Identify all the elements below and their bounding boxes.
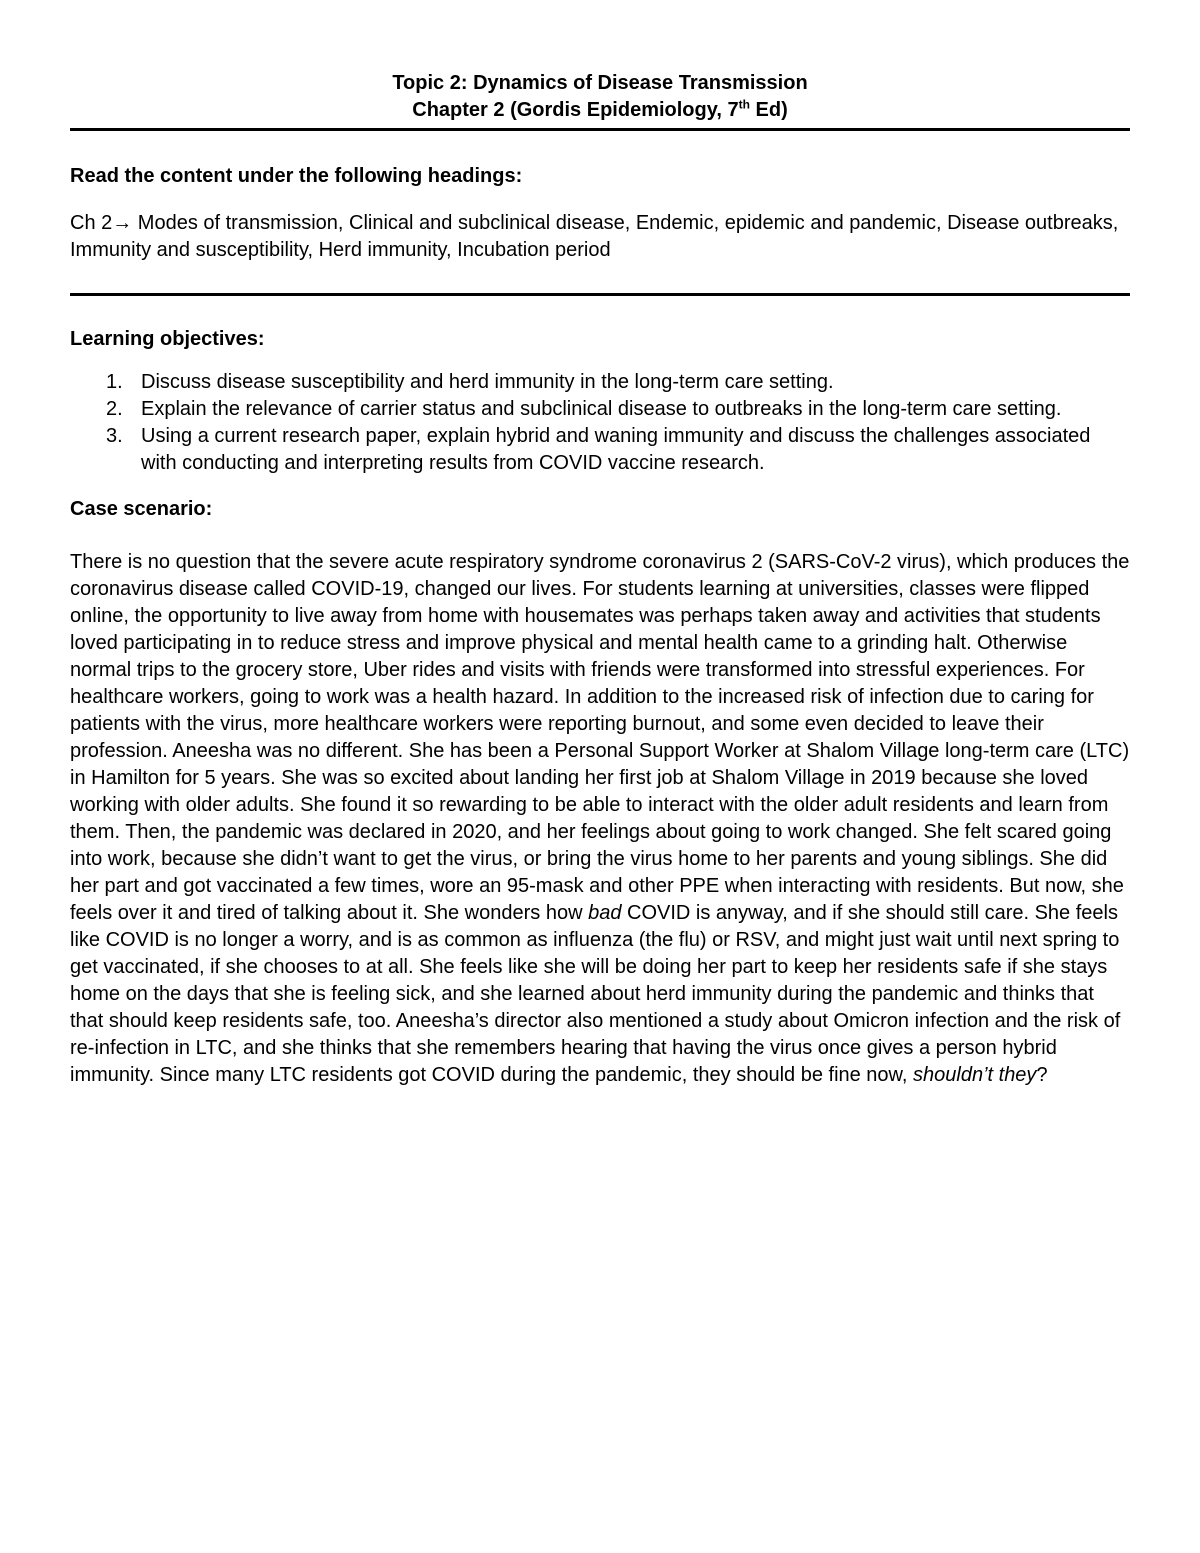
case-paragraph bbox=[70, 549, 1130, 1089]
objective-number: 3. bbox=[106, 425, 123, 447]
chapter-title bbox=[70, 97, 1130, 124]
case-emphasis-bad: bad bbox=[588, 902, 622, 924]
objective-text: Explain the relevance of carrier status and subclinical disease to outbreaks in the long-term care setting. bbox=[141, 398, 1062, 420]
reading-list bbox=[70, 210, 1130, 264]
objective-item bbox=[70, 369, 1130, 396]
chapter-title-suffix: Ed) bbox=[749, 99, 788, 121]
case-text-part2: COVID is anyway, and if she should still care. She feels like COVID is no longer a worry, and is as common as influenza (the flu) or RSV, and might just wait until next spring to get vaccinated, if she chooses to at all. She feels like she will be doing her part to keep her residents safe if she stays home on the days that she is feeling sick, and she learned about herd immunity during the pandemic and thinks that that should keep residents safe, too. Aneesha’s director also mentioned a study about Omicron infection and the risk of re-infection in LTC, and she thinks that she remembers hearing that having the virus once gives a person hybrid immunity. Since many LTC residents got COVID during the pandemic, they should be fine now, bbox=[70, 902, 1121, 1086]
horizontal-rule-middle bbox=[70, 293, 1130, 296]
objective-item bbox=[70, 423, 1130, 477]
objective-number: 2. bbox=[106, 398, 123, 420]
objective-text: Discuss disease susceptibility and herd immunity in the long-term care setting. bbox=[141, 371, 834, 393]
case-heading: Case scenario: bbox=[70, 498, 213, 520]
right-arrow-icon: → bbox=[112, 212, 133, 234]
case-text-part3: ? bbox=[1036, 1064, 1048, 1086]
document-page bbox=[70, 70, 1130, 1089]
document-title bbox=[70, 70, 1130, 124]
objective-item bbox=[70, 396, 1130, 423]
case-emphasis-question: shouldn’t they bbox=[913, 1064, 1037, 1086]
reading-content: Modes of transmission, Clinical and subclinical disease, Endemic, epidemic and pandemic, Disease outbreaks, Immunity and susceptibility, Herd immunity, Incubation period bbox=[70, 212, 1119, 261]
chapter-title-prefix: Chapter 2 (Gordis Epidemiology, 7 bbox=[412, 99, 739, 121]
horizontal-rule-top bbox=[70, 128, 1130, 131]
objectives-heading: Learning objectives: bbox=[70, 328, 265, 350]
topic-title: Topic 2: Dynamics of Disease Transmission bbox=[392, 72, 808, 94]
reading-heading: Read the content under the following headings: bbox=[70, 165, 523, 187]
case-text-part1: There is no question that the severe acute respiratory syndrome coronavirus 2 (SARS-CoV-2 virus), which produces the coronavirus disease called COVID-19, changed our lives. For students learning at universities, classes were flipped online, the opportunity to live away from home with housemates was perhaps taken away and activities that students loved participating in to reduce stress and improve physical and mental health came to a grinding halt. Otherwise normal trips to the grocery store, Uber rides and visits with friends were transformed into stressful experiences. For healthcare workers, going to work was a health hazard. In addition to the increased risk of infection due to caring for patients with the virus, more healthcare workers were reporting burnout, and some even decided to leave their profession. Aneesha was no different. She has been a Personal Support Worker at Shalom Village long-term care (LTC) in Hamilton for 5 years. She was so excited about landing her first job at Shalom Village in 2019 because she loved working with older adults. She found it so rewarding to be able to interact with the older adult residents and learn from them. Then, the pandemic was declared in 2020, and her feelings about going to work changed. She felt scared going into work, because she didn’t want to get the virus, or bring the virus home to her parents and young siblings. She did her part and got vaccinated a few times, wore an 95-mask and other PPE when interacting with residents. But now, she feels over it and tired of talking about it. She wonders how bbox=[70, 551, 1130, 924]
objectives-list bbox=[70, 369, 1130, 477]
objective-text: Using a current research paper, explain hybrid and waning immunity and discuss the challenges associated with conducting and interpreting results from COVID vaccine research. bbox=[141, 425, 1091, 474]
objective-number: 1. bbox=[106, 371, 123, 393]
edition-superscript: th bbox=[738, 97, 750, 112]
chapter-label: Ch 2 bbox=[70, 212, 113, 234]
